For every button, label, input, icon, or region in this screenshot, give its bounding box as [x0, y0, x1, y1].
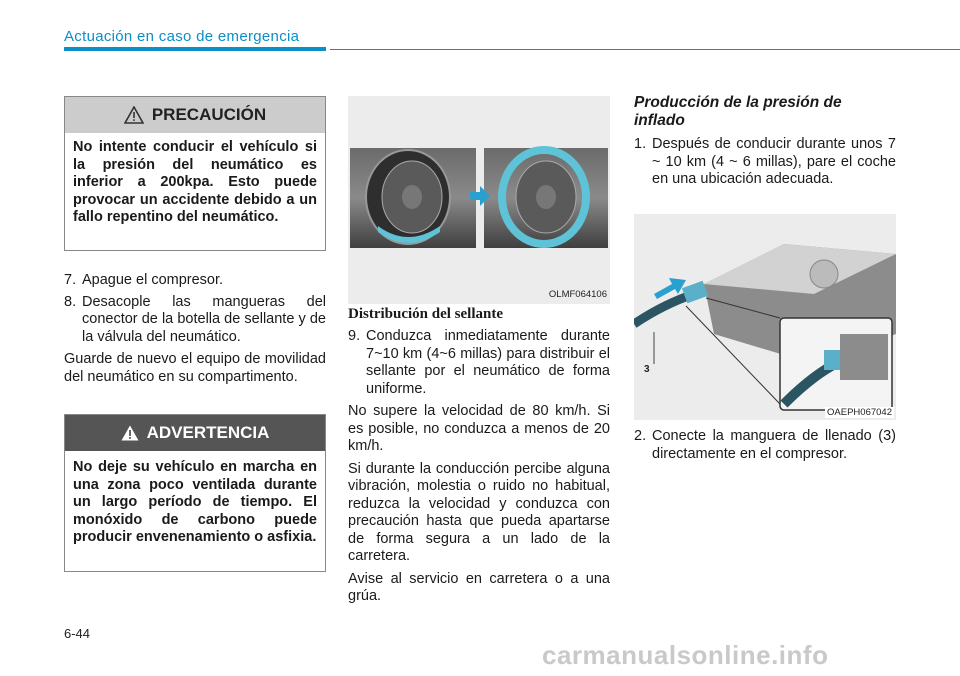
- step-number: 2.: [634, 428, 647, 444]
- header-rule-thin: [330, 49, 960, 50]
- step-number: 1.: [634, 136, 647, 152]
- list-item: [634, 136, 896, 189]
- step-number: 7.: [64, 272, 77, 288]
- watermark: carmanualsonline.info: [542, 640, 829, 670]
- list-item: [64, 294, 326, 347]
- warning-header: [65, 415, 325, 451]
- right-column-top: [634, 94, 896, 189]
- storage-paragraph: Guarde de nuevo el equipo de movilidad del neumático en su compartimento.: [64, 351, 326, 385]
- header-rule: [64, 47, 326, 51]
- middle-column: [348, 306, 610, 606]
- list-item: [64, 272, 326, 290]
- callout-label: 3: [644, 364, 650, 375]
- step-text: Después de conducir durante unos 7 ~ 10 km (4 ~ 6 millas), pare el coche en una ubicación adecuada.: [652, 136, 896, 187]
- warning-box: [64, 414, 326, 572]
- figure-caption: OLMF064106: [548, 289, 607, 300]
- warning-title: ADVERTENCIA: [146, 423, 270, 442]
- list-item: [634, 428, 896, 463]
- paragraph: Avise al servicio en carretera o a una grúa.: [348, 570, 610, 604]
- section-heading: Producción de la presión de inflado: [634, 94, 842, 129]
- paragraph: Si durante la conducción percibe alguna vibración, molestia o ruido no habitual, reduzca la velocidad y conduzca con precaución hasta que pueda apartarse de forma segura a un lado de la carretera.: [348, 460, 610, 564]
- tire-illustration: [348, 96, 610, 304]
- compressor-figure: [634, 214, 896, 420]
- sealant-figure: [348, 96, 610, 304]
- left-steps: [64, 272, 326, 386]
- paragraph: No supere la velocidad de 80 km/h. Si es posible, no conduzca a menos de 20 km/h.: [348, 403, 610, 454]
- compressor-illustration: [634, 214, 896, 420]
- step-text: Conduzca inmediatamente durante 7~10 km (4~6 millas) para distribuir el sellante por el neumático de forma uniforme.: [366, 328, 610, 397]
- warning-triangle-filled-icon: [121, 425, 139, 441]
- caution-box: [64, 96, 326, 251]
- step-text: Desacople las mangueras del conector de la botella de sellante y de la válvula del neumático.: [82, 293, 326, 345]
- step-text: Apague el compresor.: [82, 272, 224, 288]
- section-heading: Distribución del sellante: [348, 306, 504, 322]
- caution-header: [65, 97, 325, 133]
- right-column-bottom: [634, 428, 896, 463]
- caution-title: PRECAUCIÓN: [151, 105, 267, 124]
- step-number: 9.: [348, 328, 361, 344]
- page-number: 6-44: [64, 626, 91, 641]
- figure-caption: OAEPH067042: [827, 407, 892, 418]
- warning-body: No deje su vehículo en marcha en una zona poco ventilada durante un largo período de tiempo. El monóxido de carbono puede producir envenenamiento o asfixia.: [73, 459, 317, 545]
- step-number: 8.: [64, 293, 77, 310]
- step-text: Conecte la manguera de llenado (3) directamente en el compresor.: [652, 428, 896, 462]
- section-title: Actuación en caso de emergencia: [64, 28, 300, 45]
- caution-body: No intente conducir el vehículo si la presión del neumático es inferior a 200kpa. Esto puede provocar un accidente debido a un fallo repentino del neumático.: [73, 139, 317, 225]
- warning-triangle-outline-icon: [124, 106, 144, 124]
- list-item: [348, 328, 610, 398]
